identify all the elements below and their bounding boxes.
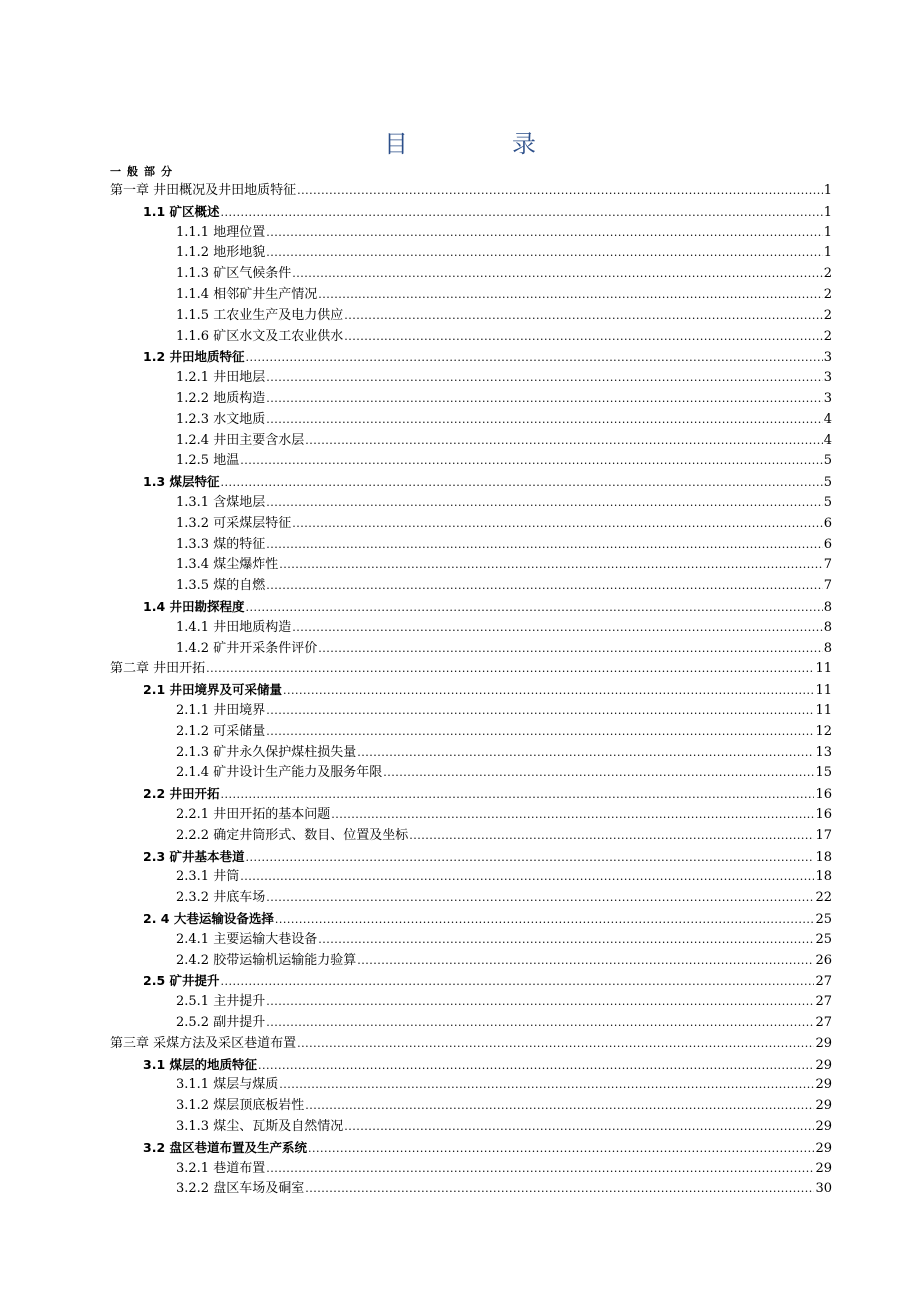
toc-entry-title: 2. 4 大巷运输设备选择 — [143, 911, 274, 926]
toc-leader-dots — [266, 243, 823, 263]
toc-leader-dots — [297, 181, 823, 201]
toc-entry-title: 2.2.1 井田开拓的基本问题 — [176, 807, 331, 822]
toc-entry[interactable] — [176, 639, 832, 659]
toc-leader-dots — [266, 1013, 814, 1033]
toc-entry[interactable] — [176, 306, 832, 326]
toc-page-number: 5 — [823, 475, 832, 491]
toc-entry[interactable] — [176, 1013, 832, 1033]
toc-page-number: 27 — [815, 994, 832, 1010]
toc-entry[interactable] — [176, 264, 832, 284]
toc-page-number: 27 — [815, 974, 832, 990]
toc-entry-title: 1.2.4 井田主要含水层 — [176, 432, 305, 448]
toc-entry-title: 2.5 矿井提升 — [143, 973, 220, 989]
toc-page-number: 6 — [823, 515, 832, 531]
toc-entry-title: 1.3.1 含煤地层 — [176, 495, 266, 510]
toc-page-number: 29 — [815, 1140, 832, 1156]
toc-leader-dots — [344, 327, 823, 347]
toc-leader-dots — [279, 555, 823, 575]
toc-leader-dots — [266, 535, 823, 555]
toc-entry-title: 3.1 煤层的地质特征 — [143, 1056, 257, 1072]
toc-page-number: 29 — [815, 1077, 832, 1093]
toc-leader-dots — [266, 576, 823, 596]
toc-entry-title: 2.3.2 井底车场 — [176, 890, 266, 906]
toc-page-number: 2 — [823, 287, 832, 302]
toc-entry-title: 2.1.3 矿井永久保护煤柱损失量 — [176, 744, 357, 760]
toc-entry-title: 1.2.2 地质构造 — [176, 391, 266, 406]
toc-page-number: 29 — [815, 1035, 832, 1051]
toc-entry[interactable] — [176, 410, 832, 430]
toc-entry-title: 2.2.2 确定井筒形式、数目、位置及坐标 — [176, 827, 409, 843]
toc-entry-title: 第一章 井田概况及井田地质特征 — [110, 183, 297, 198]
toc-leader-dots — [344, 306, 823, 326]
toc-entry[interactable] — [176, 223, 832, 243]
toc-page-number: 2 — [823, 307, 832, 323]
toc-entry-title: 2.1 井田境界及可采储量 — [143, 682, 282, 698]
toc-leader-dots — [240, 867, 814, 887]
toc-page-number: 29 — [815, 1057, 832, 1073]
toc-entry-title: 1.4 井田勘探程度 — [143, 599, 245, 614]
toc-entry[interactable] — [176, 327, 832, 347]
toc-leader-dots — [266, 888, 814, 908]
toc-leader-dots — [305, 1179, 814, 1199]
toc-leader-dots — [266, 493, 823, 513]
toc-entry[interactable] — [176, 1096, 832, 1116]
toc-leader-dots — [266, 722, 814, 742]
toc-entry-title: 1.1 矿区概述 — [143, 203, 220, 219]
toc-entry[interactable] — [176, 514, 832, 534]
toc-entry-title: 1.3.2 可采煤层特征 — [176, 515, 292, 531]
toc-entry-title: 1.2 井田地质特征 — [143, 349, 245, 365]
toc-entry-title: 1.1.3 矿区气候条件 — [176, 266, 292, 282]
toc-entry[interactable] — [110, 181, 832, 201]
toc-entry-title: 1.2.3 水文地质 — [176, 411, 266, 427]
toc-entry[interactable] — [176, 701, 832, 721]
toc-entry[interactable] — [143, 202, 832, 222]
toc-page-number: 15 — [815, 765, 832, 781]
toc-entry-title: 3.1.2 煤层顶底板岩性 — [176, 1098, 305, 1114]
toc-entry-title: 2.1.2 可采储量 — [176, 723, 266, 739]
toc-leader-dots — [266, 992, 814, 1012]
toc-page-number: 12 — [815, 723, 832, 739]
toc-leader-dots — [279, 1075, 814, 1095]
toc-leader-dots — [266, 1159, 814, 1179]
toc-entry[interactable] — [143, 784, 832, 804]
toc-page-number: 11 — [815, 683, 832, 699]
toc-leader-dots — [258, 1056, 814, 1075]
toc-entry-title: 3.2 盘区巷道布置及生产系统 — [143, 1139, 307, 1155]
section-label: 一般部分 — [110, 165, 178, 178]
toc-entry[interactable] — [176, 951, 832, 971]
toc-entry[interactable] — [176, 368, 832, 388]
toc-entry[interactable] — [110, 1034, 832, 1054]
toc-page-number: 29 — [815, 1119, 832, 1134]
toc-entry[interactable] — [143, 1138, 832, 1158]
toc-leader-dots — [221, 203, 823, 222]
toc-page-number: 4 — [823, 411, 832, 427]
toc-entry-title: 1.3 煤层特征 — [143, 474, 220, 490]
toc-page-number: 5 — [823, 453, 832, 469]
toc-leader-dots — [308, 1139, 814, 1158]
toc-entry-title: 2.4.1 主要运输大巷设备 — [176, 931, 318, 947]
toc-leader-dots — [221, 972, 815, 991]
toc-leader-dots — [266, 389, 823, 409]
toc-page-number: 5 — [823, 495, 832, 510]
toc-entry-title: 2.2 井田开拓 — [143, 786, 220, 802]
toc-entry[interactable] — [176, 431, 832, 451]
toc-entry-title: 1.2.5 地温 — [176, 453, 240, 469]
toc-entry[interactable] — [143, 1055, 832, 1075]
toc-entry[interactable] — [176, 618, 832, 638]
toc-leader-dots — [266, 701, 814, 721]
toc-page-number: 26 — [815, 952, 832, 968]
toc-entry[interactable] — [176, 888, 832, 908]
toc-entry-title: 2.5.2 副井提升 — [176, 1015, 266, 1030]
toc-entry-title: 2.5.1 主井提升 — [176, 994, 266, 1010]
toc-leader-dots — [266, 410, 823, 430]
toc-entry-title: 3.1.3 煤尘、瓦斯及自然情况 — [176, 1119, 344, 1134]
toc-leader-dots — [246, 598, 823, 617]
toc-page-number: 3 — [823, 370, 832, 386]
toc-entry[interactable] — [143, 909, 832, 929]
toc-leader-dots — [292, 514, 823, 534]
toc-leader-dots — [266, 223, 823, 243]
toc-entry[interactable] — [110, 659, 832, 679]
toc-entry[interactable] — [176, 535, 832, 555]
toc-entry[interactable] — [176, 576, 832, 596]
toc-entry-title: 3.1.1 煤层与煤质 — [176, 1077, 279, 1093]
toc-entry[interactable] — [176, 763, 832, 783]
toc-leader-dots — [383, 763, 814, 783]
toc-entry[interactable] — [176, 743, 832, 763]
toc-page-number: 25 — [815, 931, 832, 947]
toc-leader-dots — [357, 951, 814, 971]
toc-entry[interactable] — [143, 347, 832, 367]
toc-page-number: 8 — [823, 640, 832, 656]
toc-leader-dots — [297, 1034, 814, 1054]
toc-page-number: 17 — [815, 827, 832, 843]
toc-leader-dots — [240, 451, 823, 471]
toc-leader-dots — [221, 473, 823, 492]
toc-entry-title: 1.1.2 地形地貌 — [176, 245, 266, 261]
toc-entry[interactable] — [143, 680, 832, 700]
toc-entry-title: 第二章 井田开拓 — [110, 661, 206, 677]
toc-leader-dots — [246, 348, 823, 367]
toc-leader-dots — [246, 848, 815, 867]
toc-page-number: 2 — [823, 266, 832, 282]
toc-page-number: 8 — [823, 600, 832, 615]
toc-entry[interactable] — [143, 971, 832, 991]
toc-leader-dots — [318, 285, 823, 305]
toc-leader-dots — [318, 930, 814, 950]
toc-leader-dots — [292, 618, 823, 638]
toc-leader-dots — [305, 431, 823, 451]
toc-page-number: 11 — [815, 703, 832, 718]
toc-entry-title: 1.1.1 地理位置 — [176, 224, 266, 240]
toc-entry-title: 3.2.1 巷道布置 — [176, 1160, 266, 1176]
toc-page-number: 1 — [823, 245, 832, 261]
toc-entry-title: 2.1.1 井田境界 — [176, 703, 266, 718]
toc-entry[interactable] — [143, 597, 832, 617]
toc-entry[interactable] — [176, 930, 832, 950]
toc-entry-title: 1.4.2 矿井开采条件评价 — [176, 640, 318, 656]
toc-entry-title: 1.3.4 煤尘爆炸性 — [176, 557, 279, 573]
toc-entry[interactable] — [176, 555, 832, 575]
toc-page-number: 16 — [815, 787, 832, 803]
toc-entry[interactable] — [176, 992, 832, 1012]
toc-entry[interactable] — [176, 493, 832, 513]
toc-entry-title: 1.3.5 煤的自燃 — [176, 578, 266, 594]
toc-entry[interactable] — [176, 243, 832, 263]
toc-leader-dots — [318, 639, 823, 659]
toc-page-number: 29 — [815, 1160, 832, 1176]
toc-leader-dots — [283, 681, 814, 700]
toc-page-number: 13 — [815, 744, 832, 760]
toc-page-number: 7 — [823, 557, 832, 573]
toc-page-number: 18 — [815, 849, 832, 865]
toc-page-number: 25 — [815, 912, 832, 927]
toc-leader-dots — [275, 910, 815, 929]
toc-entry[interactable] — [176, 1075, 832, 1095]
toc-page-number: 1 — [823, 224, 832, 240]
toc-leader-dots — [409, 826, 814, 846]
toc-page-number: 7 — [823, 578, 832, 594]
toc-entry-title: 2.3.1 井筒 — [176, 869, 240, 885]
toc-page-number: 3 — [823, 391, 832, 406]
toc-page-number: 2 — [823, 328, 832, 344]
toc-page-number: 6 — [823, 536, 832, 552]
toc-entry[interactable] — [143, 472, 832, 492]
toc-entry[interactable] — [176, 1159, 832, 1179]
toc-leader-dots — [221, 785, 815, 804]
toc-leader-dots — [292, 264, 823, 284]
toc-leader-dots — [357, 743, 814, 763]
toc-entry-title: 2.4.2 胶带运输机运输能力验算 — [176, 952, 357, 968]
page-title: 目 录 — [384, 130, 576, 158]
toc-page-number: 22 — [815, 890, 832, 906]
toc-page-number: 8 — [823, 619, 832, 635]
toc-entry-title: 1.2.1 井田地层 — [176, 370, 266, 386]
toc-entry-title: 第三章 采煤方法及采区巷道布置 — [110, 1035, 297, 1051]
toc-page-number: 3 — [823, 350, 832, 366]
toc-page-number: 1 — [823, 183, 832, 198]
toc-page-number: 29 — [815, 1098, 832, 1114]
toc-entry[interactable] — [176, 722, 832, 742]
toc-entry[interactable] — [176, 389, 832, 409]
toc-entry-title: 1.1.5 工农业生产及电力供应 — [176, 307, 344, 323]
toc-leader-dots — [266, 368, 823, 388]
toc-entry-title: 1.3.3 煤的特征 — [176, 536, 266, 552]
toc-page-number: 18 — [815, 869, 832, 885]
toc-entry[interactable] — [176, 1179, 832, 1199]
toc-leader-dots — [206, 659, 814, 679]
toc-entry-title: 2.1.4 矿井设计生产能力及服务年限 — [176, 765, 383, 781]
toc-page-number: 4 — [823, 432, 832, 448]
toc-entry[interactable] — [176, 451, 832, 471]
toc-page-number: 30 — [815, 1181, 832, 1197]
toc-page-number: 1 — [823, 204, 832, 220]
toc-entry[interactable] — [176, 826, 832, 846]
toc-entry[interactable] — [176, 867, 832, 887]
toc-page-number: 27 — [815, 1015, 832, 1030]
toc-entry-title: 2.3 矿井基本巷道 — [143, 848, 245, 864]
toc-entry[interactable] — [143, 847, 832, 867]
toc-entry-title: 3.2.2 盘区车场及硐室 — [176, 1181, 305, 1197]
toc-leader-dots — [331, 805, 814, 825]
toc-leader-dots — [305, 1096, 814, 1116]
toc-entry[interactable] — [176, 805, 832, 825]
toc-entry-title: 1.1.6 矿区水文及工农业供水 — [176, 328, 344, 344]
toc-entry-title: 1.1.4 相邻矿井生产情况 — [176, 287, 318, 302]
toc-entry-title: 1.4.1 井田地质构造 — [176, 619, 292, 635]
toc-page-number: 11 — [815, 661, 832, 677]
toc-entry[interactable] — [176, 285, 832, 305]
toc-entry[interactable] — [176, 1117, 832, 1137]
toc-page-number: 16 — [815, 807, 832, 822]
toc-leader-dots — [344, 1117, 814, 1137]
